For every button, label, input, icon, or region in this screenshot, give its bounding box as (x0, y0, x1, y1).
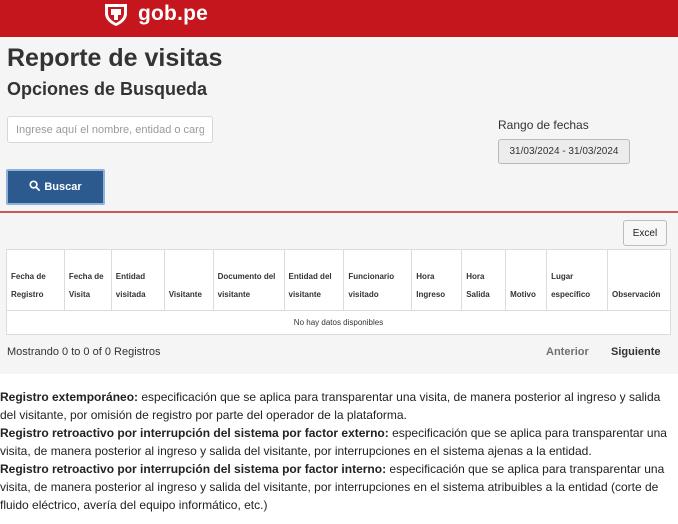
date-range-picker[interactable] (498, 139, 630, 164)
column-header-entidad-visitada[interactable]: Entidad visitada (111, 250, 164, 311)
column-header-fecha-visita[interactable]: Fecha de Visita (64, 250, 111, 311)
search-button[interactable] (6, 169, 105, 205)
search-button-label: Buscar (44, 181, 82, 193)
note-term: Registro extemporáneo: (0, 390, 139, 404)
empty-table-message: No hay datos disponibles (7, 311, 671, 335)
column-header-observacion[interactable]: Observación (607, 250, 670, 311)
note-retroactivo-interno (0, 460, 676, 514)
note-term: Registro retroactivo por interrupción del sistema por factor interno: (0, 462, 387, 476)
note-text: especificación que se aplica para transparentar una visita, de manera posterior al ingreso y salida del visitante, por interrupciones en el sistema atribuibles a la entidad (corte de fluido eléctrico, avería del equipo informático, etc.) (0, 462, 665, 512)
note-retroactivo-externo (0, 424, 676, 460)
note-term: Registro retroactivo por interrupción del sistema por factor externo: (0, 426, 389, 440)
column-header-visitante[interactable]: Visitante (164, 250, 213, 311)
notes-section (0, 388, 676, 514)
date-range-value: 31/03/2024 - 31/03/2024 (509, 146, 619, 157)
visits-table (6, 249, 671, 335)
excel-button-label: Excel (632, 227, 658, 239)
coat-of-arms-icon (100, 1, 132, 27)
note-extemporaneo (0, 388, 676, 424)
search-input[interactable] (7, 116, 213, 143)
gob-pe-logo[interactable] (100, 0, 208, 28)
page-title: Reporte de visitas (7, 44, 223, 72)
table-empty-row (7, 311, 671, 335)
search-icon (29, 180, 40, 194)
column-header-hora-salida[interactable]: Hora Salida (462, 250, 506, 311)
column-header-lugar[interactable]: Lugar específico (547, 250, 608, 311)
search-options-heading: Opciones de Busqueda (7, 79, 208, 99)
note-text: especificación que se aplica para transparentar una visita, de manera posterior al ingreso y salida del visitante, por interrupciones en el sistema ajenas a la entidad. (0, 426, 667, 458)
note-text: especificación que se aplica para transparentar una visita, de manera posterior al ingreso y salida del visitante, por omisión de registro por parte del operador de la plataforma. (0, 390, 661, 422)
column-header-entidad-visitante[interactable]: Entidad del visitante (284, 250, 344, 311)
column-header-fecha-registro[interactable]: Fecha de Registro (7, 250, 65, 311)
column-header-funcionario[interactable]: Funcionario visitado (344, 250, 412, 311)
date-range-label: Rango de fechas (498, 118, 589, 132)
top-header-bar (0, 0, 678, 37)
column-header-documento[interactable]: Documento del visitante (213, 250, 284, 311)
table-header-row (7, 250, 671, 311)
pagination-info: Mostrando 0 to 0 of 0 Registros (7, 346, 161, 358)
previous-page-button[interactable]: Anterior (546, 346, 589, 358)
column-header-motivo[interactable]: Motivo (506, 250, 547, 311)
excel-export-button[interactable] (623, 220, 667, 246)
section-divider (0, 211, 678, 213)
next-page-button[interactable]: Siguiente (611, 346, 661, 358)
column-header-hora-ingreso[interactable]: Hora Ingreso (412, 250, 462, 311)
logo-text: gob.pe (138, 2, 209, 25)
